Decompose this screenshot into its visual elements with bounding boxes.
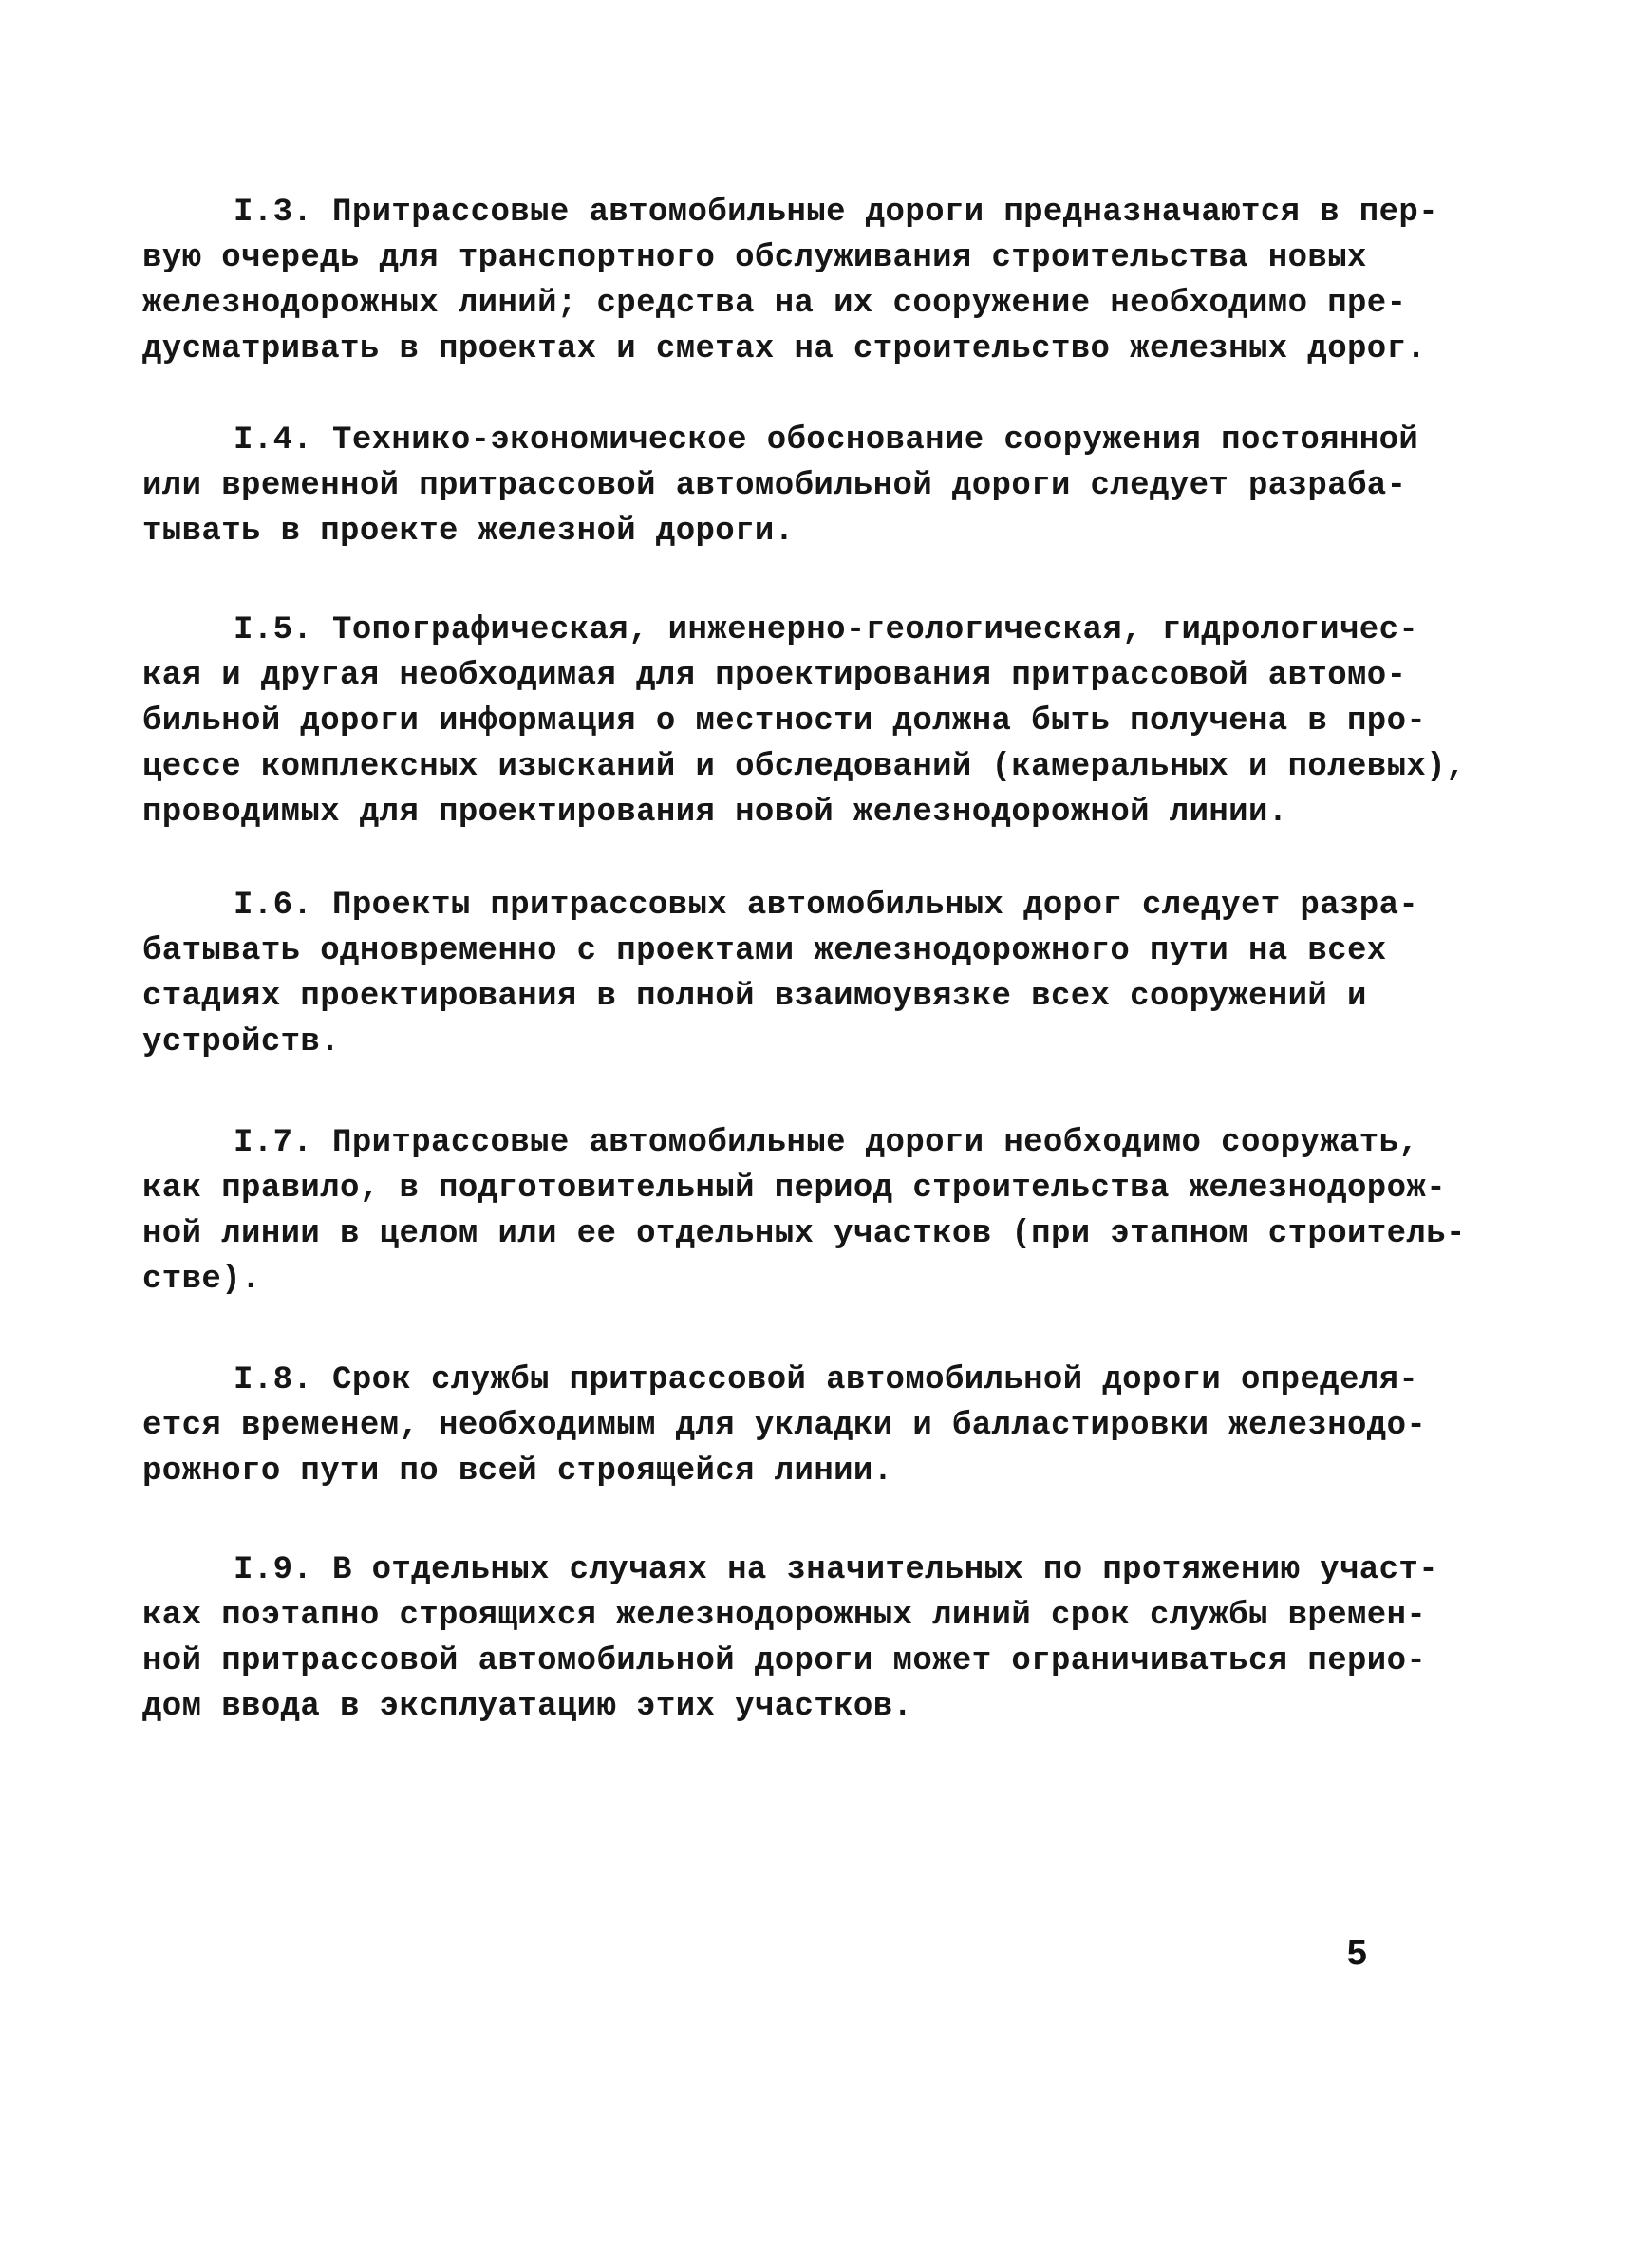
paragraph-1-8: [142, 1358, 1427, 1494]
paragraph-line: дусматривать в проектах и сметах на строительство железных дорог.: [142, 331, 1427, 367]
paragraph-line: ной линии в целом или ее отдельных участков (при этапном строитель-: [142, 1216, 1466, 1252]
paragraph-line: батывать одновременно с проектами железнодорожного пути на всех: [142, 933, 1387, 969]
paragraph-line: стве).: [142, 1262, 261, 1298]
paragraph-line: I.6. Проекты притрассовых автомобильных дорог следует разра-: [234, 888, 1419, 924]
paragraph-line: I.5. Топографическая, инженерно-геологическая, гидрологичес-: [234, 612, 1419, 648]
page-number: 5: [1346, 1935, 1368, 1976]
paragraph-line: железнодорожных линий; средства на их сооружение необходимо пре-: [142, 286, 1407, 322]
paragraph-1-7: [142, 1120, 1466, 1303]
paragraph-line: цессе комплексных изысканий и обследований (камеральных и полевых),: [142, 749, 1466, 785]
paragraph-1-9: [142, 1547, 1439, 1730]
paragraph-line: стадиях проектирования в полной взаимоувязке всех сооружений и: [142, 979, 1367, 1015]
paragraph-line: I.8. Срок службы притрассовой автомобильной дороги определя-: [234, 1362, 1419, 1398]
paragraph-line: вую очередь для транспортного обслуживания строительства новых: [142, 240, 1367, 276]
paragraph-line: рожного пути по всей строящейся линии.: [142, 1453, 893, 1490]
paragraph-1-4: [142, 418, 1419, 554]
paragraph-line: как правило, в подготовительный период строительства железнодорож-: [142, 1171, 1447, 1207]
paragraph-line: I.4. Технико-экономическое обоснование сооружения постоянной: [234, 422, 1419, 459]
paragraph-line: или временной притрассовой автомобильной дороги следует разраба-: [142, 468, 1407, 504]
paragraph-line: ной притрассовой автомобильной дороги может ограничиваться перио-: [142, 1643, 1427, 1679]
paragraph-1-6: [142, 883, 1419, 1065]
paragraph-line: кая и другая необходимая для проектирования притрассовой автомо-: [142, 658, 1407, 694]
paragraph-line: I.7. Притрассовые автомобильные дороги необходимо сооружать,: [234, 1125, 1419, 1161]
paragraph-line: I.3. Притрассовые автомобильные дороги предназначаются в пер-: [234, 195, 1439, 231]
paragraph-line: устройств.: [142, 1024, 341, 1060]
paragraph-line: дом ввода в эксплуатацию этих участков.: [142, 1689, 913, 1725]
paragraph-line: бильной дороги информация о местности должна быть получена в про-: [142, 703, 1427, 740]
paragraph-line: I.9. В отдельных случаях на значительных по протяжению участ-: [234, 1552, 1439, 1588]
paragraph-line: ках поэтапно строящихся железнодорожных линий срок службы времен-: [142, 1598, 1427, 1634]
paragraph-line: ется временем, необходимым для укладки и балластировки железнодо-: [142, 1408, 1427, 1444]
paragraph-1-3: [142, 190, 1439, 372]
paragraph-1-5: [142, 608, 1466, 835]
paragraph-line: проводимых для проектирования новой железнодорожной линии.: [142, 795, 1288, 831]
paragraph-line: тывать в проекте железной дороги.: [142, 514, 795, 550]
